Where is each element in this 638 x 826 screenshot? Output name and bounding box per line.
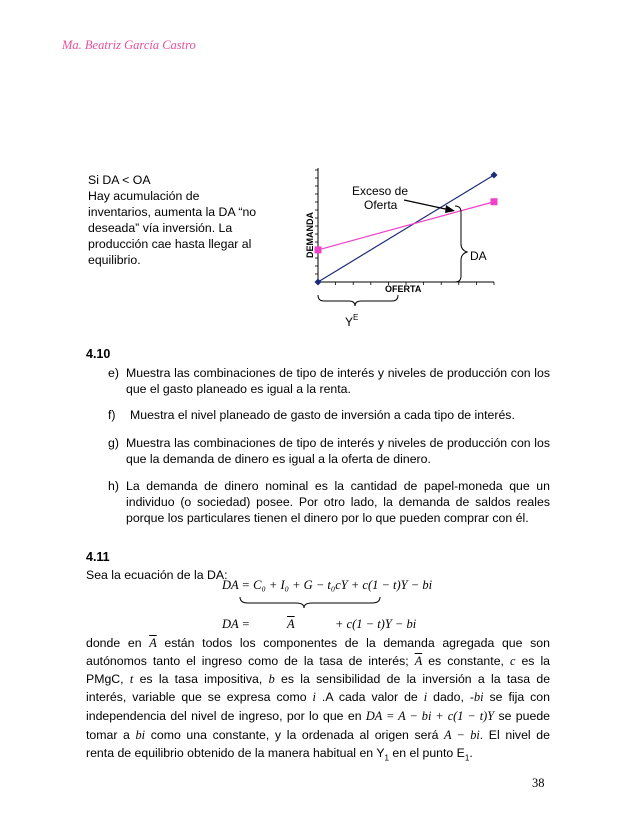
equation-2-autonomous: $\overline{A}$ [287,617,295,631]
running-header: Ma. Beatriz García Castro [62,38,196,52]
item-text: Muestra las combinaciones de tipo de interés y niveles de producción con los que el gasto planeado es igual a la renta. [126,366,550,396]
page-number: 38 [532,776,545,790]
equation-2-right: + c(1 − t)Y − bi [335,617,417,631]
body-line: PMgC, t es la tasa impositiva, b es la sensibilidad de la inversión a la tasa de [86,672,551,686]
x-axis-label: OFERTA [385,284,422,294]
equation-1: DA = C₀ + I₀ + G − t₀cY + c(1 − t)Y − bi [222,578,433,592]
body-line: autónomos tanto el ingreso como de la tasa de interés; $\overline{A}$ es constante, c es la [86,654,551,668]
item-label: f) [108,408,116,422]
intro-line: Hay acumulación de [88,189,200,203]
body-line: independencia del nivel de ingreso, por lo que en DA = A − bi + c(1 − t)Y se puede [86,709,550,723]
item-text: La demanda de dinero nominal es la cantidad de papel-moneda que un individuo (o sociedad) posee. Por otro lado, la demanda de saldos reales porque los particulares tienen el dinero por lo que pueden comprar con él. [126,479,550,525]
item-label: e) [108,366,119,380]
body-line: renta de equilibrio obtenido de la manera habitual en $Y_1$ en el punto $E_1$. [86,746,473,763]
intro-line: producción cae hasta llegar al [88,237,252,251]
body-line: interés, variable que se expresa como i .A cada valor de i dado, -bi se fija con [86,690,550,704]
item-text: Muestra el nivel planeado de gasto de inversión a cada tipo de interés. [130,408,515,422]
body-line: tomar a bi como una constante, y la ordenada al origen será A − bi. El nivel de [86,728,550,742]
section-title-4-11: 4.11 [86,550,110,564]
section-intro: Sea la ecuación de la DA: [86,568,228,582]
da-bracket-label: DA [470,249,487,263]
item-text: Muestra las combinaciones de tipo de interés y niveles de producción con los que la demanda de dinero es igual a la oferta de dinero. [126,436,550,466]
item-label: g) [108,436,119,450]
excess-annotation-line2: Oferta [364,198,398,212]
intro-line: deseada” vía inversión. La [88,221,233,235]
item-label: h) [108,479,119,493]
equation-2-left: DA = [222,617,250,631]
y-axis-label: DEMANDA [305,212,315,258]
body-line: donde en $\overline{A}$ están todos los componentes de la demanda agregada que son [86,636,550,650]
intro-line: inventarios, aumenta la DA “no [88,205,257,219]
intro-line: equilibrio. [88,253,141,267]
section-title-4-10: 4.10 [86,347,111,361]
ye-label: $Y^E$ [345,313,359,329]
intro-line: Si DA < OA [88,173,151,187]
excess-annotation-line1: Exceso de [352,184,409,198]
